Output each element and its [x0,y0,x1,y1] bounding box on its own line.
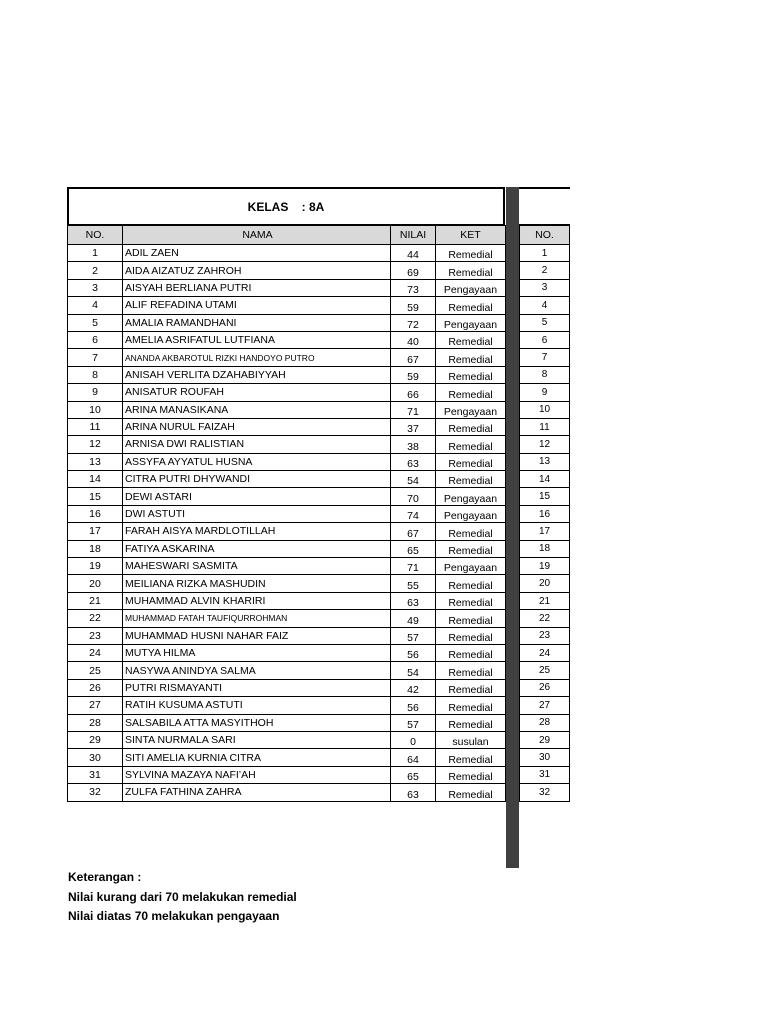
table-row [68,366,506,383]
row-no: 30 [68,749,123,766]
header-no: NO. [68,226,123,245]
row-nama: SITI AMELIA KURNIA CITRA [123,749,391,766]
table-row [68,766,506,783]
row-nilai: 67 [391,523,436,540]
row-nama: AMELIA ASRIFATUL LUTFIANA [123,331,391,348]
row-ket: Remedial [436,610,506,627]
row-ket: Remedial [436,766,506,783]
notes [68,868,297,927]
row-ket: Remedial [436,366,506,383]
row-nama: SYLVINA MAZAYA NAFI’AH [123,766,391,783]
second-row-no: 12 [520,436,570,453]
second-row-no: 8 [520,366,570,383]
class-value: : 8A [301,199,325,214]
table-row [68,418,506,435]
row-no: 11 [68,418,123,435]
row-no: 9 [68,384,123,401]
second-table-row [520,384,570,401]
row-no: 13 [68,453,123,470]
second-row-no: 31 [520,766,570,783]
row-no: 20 [68,575,123,592]
notes-line-pengayaan: Nilai diatas 70 melakukan pengayaan [68,909,280,923]
table-row [68,262,506,279]
row-nama: FARAH AISYA MARDLOTILLAH [123,523,391,540]
row-no: 5 [68,314,123,331]
second-row-no: 7 [520,349,570,366]
second-row-no: 20 [520,575,570,592]
second-row-no: 9 [520,384,570,401]
second-header-no: NO. [520,226,570,245]
row-ket: Remedial [436,418,506,435]
second-row-no: 17 [520,523,570,540]
table-row [68,505,506,522]
row-nilai: 70 [391,488,436,505]
row-nilai: 49 [391,610,436,627]
row-no: 17 [68,523,123,540]
second-table-row [520,714,570,731]
second-table-row [520,279,570,296]
second-table-row [520,610,570,627]
row-ket: Remedial [436,679,506,696]
row-no: 15 [68,488,123,505]
row-nilai: 42 [391,679,436,696]
row-ket: Pengayaan [436,401,506,418]
second-sheet-table [519,225,570,802]
second-row-no: 3 [520,279,570,296]
notes-line-remedial: Nilai kurang dari 70 melakukan remedial [68,889,297,904]
row-no: 6 [68,331,123,348]
second-table-row [520,331,570,348]
second-row-no: 4 [520,297,570,314]
table-row [68,471,506,488]
row-no: 8 [68,366,123,383]
second-table-row [520,488,570,505]
row-ket: Remedial [436,262,506,279]
table-row [68,523,506,540]
row-nilai: 65 [391,766,436,783]
second-table-row [520,523,570,540]
row-no: 26 [68,679,123,696]
row-nilai: 73 [391,279,436,296]
second-table-row [520,662,570,679]
row-no: 32 [68,784,123,801]
notes-heading: Keterangan : [68,870,142,884]
row-no: 19 [68,558,123,575]
table-row [68,453,506,470]
row-nama: NASYWA ANINDYA SALMA [123,662,391,679]
class-title [67,187,505,225]
second-row-no: 15 [520,488,570,505]
table-row [68,331,506,348]
row-no: 24 [68,644,123,661]
second-row-no: 23 [520,627,570,644]
row-no: 23 [68,627,123,644]
row-nama: MUHAMMAD HUSNI NAHAR FAIZ [123,627,391,644]
row-nilai: 71 [391,558,436,575]
second-sheet-title [519,187,570,225]
row-nama: PUTRI RISMAYANTI [123,679,391,696]
row-ket: susulan [436,731,506,748]
row-nilai: 74 [391,505,436,522]
row-no: 12 [68,436,123,453]
row-nilai: 57 [391,714,436,731]
row-ket: Remedial [436,349,506,366]
second-row-no: 10 [520,401,570,418]
row-nilai: 63 [391,784,436,801]
row-nilai: 57 [391,627,436,644]
second-row-no: 21 [520,592,570,609]
header-nama: NAMA [123,226,391,245]
second-table-row [520,314,570,331]
table-row [68,349,506,366]
row-nilai: 54 [391,662,436,679]
row-no: 28 [68,714,123,731]
row-nama: ZULFA FATHINA ZAHRA [123,784,391,801]
row-no: 16 [68,505,123,522]
table-row [68,679,506,696]
second-row-no: 25 [520,662,570,679]
row-nama: MUTYA HILMA [123,644,391,661]
second-row-no: 26 [520,679,570,696]
row-ket: Remedial [436,749,506,766]
row-ket: Remedial [436,384,506,401]
table-row [68,297,506,314]
class-label: KELAS [247,199,289,214]
second-table-row [520,505,570,522]
second-row-no: 2 [520,262,570,279]
row-no: 31 [68,766,123,783]
row-ket: Pengayaan [436,558,506,575]
row-ket: Remedial [436,453,506,470]
table-row [68,540,506,557]
second-row-no: 5 [520,314,570,331]
second-table-row [520,453,570,470]
row-ket: Remedial [436,714,506,731]
second-row-no: 32 [520,784,570,801]
row-no: 2 [68,262,123,279]
grade-sheet [67,187,505,802]
second-table-row [520,749,570,766]
second-table-row [520,262,570,279]
row-nama: AISYAH BERLIANA PUTRI [123,279,391,296]
row-no: 29 [68,731,123,748]
row-nama: ANISATUR ROUFAH [123,384,391,401]
header-nilai: NILAI [391,226,436,245]
second-table-row [520,418,570,435]
row-ket: Remedial [436,331,506,348]
grade-table [67,225,506,802]
table-row [68,627,506,644]
row-nilai: 63 [391,592,436,609]
table-row [68,610,506,627]
second-table-row [520,731,570,748]
row-no: 4 [68,297,123,314]
table-row [68,436,506,453]
second-row-no: 29 [520,731,570,748]
table-row [68,488,506,505]
row-nama: ALIF REFADINA UTAMI [123,297,391,314]
second-row-no: 22 [520,610,570,627]
second-table-row [520,436,570,453]
second-table-row [520,679,570,696]
row-ket: Pengayaan [436,505,506,522]
row-ket: Remedial [436,523,506,540]
row-no: 18 [68,540,123,557]
row-nilai: 69 [391,262,436,279]
row-ket: Remedial [436,436,506,453]
row-ket: Remedial [436,784,506,801]
column-separator [506,187,519,868]
row-nilai: 40 [391,331,436,348]
table-row [68,245,506,262]
second-table-row [520,349,570,366]
row-nama: AMALIA RAMANDHANI [123,314,391,331]
row-nama: MUHAMMAD ALVIN KHARIRI [123,592,391,609]
second-row-no: 18 [520,540,570,557]
table-row [68,644,506,661]
row-nama: ANISAH VERLITA DZAHABIYYAH [123,366,391,383]
header-ket: KET [436,226,506,245]
row-nama: ANANDA AKBAROTUL RIZKI HANDOYO PUTRO [123,349,391,366]
table-row [68,384,506,401]
row-nilai: 54 [391,471,436,488]
row-ket: Remedial [436,297,506,314]
row-no: 3 [68,279,123,296]
row-nilai: 59 [391,366,436,383]
second-row-no: 14 [520,471,570,488]
row-nilai: 37 [391,418,436,435]
second-row-no: 19 [520,558,570,575]
second-table-row [520,592,570,609]
row-no: 14 [68,471,123,488]
table-row [68,731,506,748]
row-nilai: 38 [391,436,436,453]
second-row-no: 27 [520,697,570,714]
row-nilai: 67 [391,349,436,366]
row-nama: ARNISA DWI RALISTIAN [123,436,391,453]
row-ket: Remedial [436,575,506,592]
second-table-row [520,697,570,714]
second-table-row [520,297,570,314]
second-table-row [520,245,570,262]
second-row-no: 24 [520,644,570,661]
row-ket: Remedial [436,471,506,488]
row-nama: AIDA AIZATUZ ZAHROH [123,262,391,279]
second-row-no: 11 [520,418,570,435]
row-no: 7 [68,349,123,366]
row-no: 27 [68,697,123,714]
row-nama: SALSABILA ATTA MASYITHOH [123,714,391,731]
row-no: 25 [68,662,123,679]
second-sheet-partial [519,187,570,802]
table-row [68,662,506,679]
row-nilai: 64 [391,749,436,766]
table-row [68,558,506,575]
second-table-row [520,644,570,661]
row-nilai: 72 [391,314,436,331]
row-ket: Remedial [436,245,506,262]
row-nilai: 56 [391,697,436,714]
row-ket: Remedial [436,662,506,679]
second-table-row [520,540,570,557]
second-row-no: 28 [520,714,570,731]
row-no: 21 [68,592,123,609]
second-row-no: 6 [520,331,570,348]
row-nilai: 0 [391,731,436,748]
row-nilai: 55 [391,575,436,592]
second-table-row [520,401,570,418]
row-nama: ADIL ZAEN [123,245,391,262]
row-nama: MEILIANA RIZKA MASHUDIN [123,575,391,592]
row-nama: ASSYFA AYYATUL HUSNA [123,453,391,470]
row-nilai: 66 [391,384,436,401]
row-ket: Remedial [436,644,506,661]
table-row [68,714,506,731]
row-no: 10 [68,401,123,418]
row-nama: CITRA PUTRI DHYWANDI [123,471,391,488]
row-no: 22 [68,610,123,627]
second-table-row [520,558,570,575]
table-row [68,401,506,418]
row-nilai: 63 [391,453,436,470]
row-nama: DWI ASTUTI [123,505,391,522]
table-row [68,784,506,801]
row-nama: ARINA MANASIKANA [123,401,391,418]
second-table-row [520,627,570,644]
second-table-row [520,471,570,488]
row-nama: MUHAMMAD FATAH TAUFIQURROHMAN [123,610,391,627]
table-row [68,749,506,766]
row-no: 1 [68,245,123,262]
table-row [68,697,506,714]
second-table-row [520,784,570,801]
row-nama: RATIH KUSUMA ASTUTI [123,697,391,714]
row-ket: Pengayaan [436,488,506,505]
second-table-row [520,366,570,383]
row-nilai: 59 [391,297,436,314]
row-nama: ARINA NURUL FAIZAH [123,418,391,435]
row-ket: Remedial [436,697,506,714]
row-nilai: 44 [391,245,436,262]
second-row-no: 30 [520,749,570,766]
row-ket: Pengayaan [436,279,506,296]
second-table-row [520,575,570,592]
row-nilai: 71 [391,401,436,418]
row-nama: FATIYA ASKARINA [123,540,391,557]
second-row-no: 13 [520,453,570,470]
second-table-row [520,766,570,783]
table-row [68,575,506,592]
row-nama: DEWI ASTARI [123,488,391,505]
row-nilai: 56 [391,644,436,661]
row-ket: Pengayaan [436,314,506,331]
table-row [68,314,506,331]
row-ket: Remedial [436,592,506,609]
second-row-no: 16 [520,505,570,522]
row-ket: Remedial [436,540,506,557]
second-row-no: 1 [520,245,570,262]
table-row [68,592,506,609]
row-nama: MAHESWARI SASMITA [123,558,391,575]
table-row [68,279,506,296]
row-nama: SINTA NURMALA SARI [123,731,391,748]
row-nilai: 65 [391,540,436,557]
row-ket: Remedial [436,627,506,644]
table-header-row [68,226,506,245]
